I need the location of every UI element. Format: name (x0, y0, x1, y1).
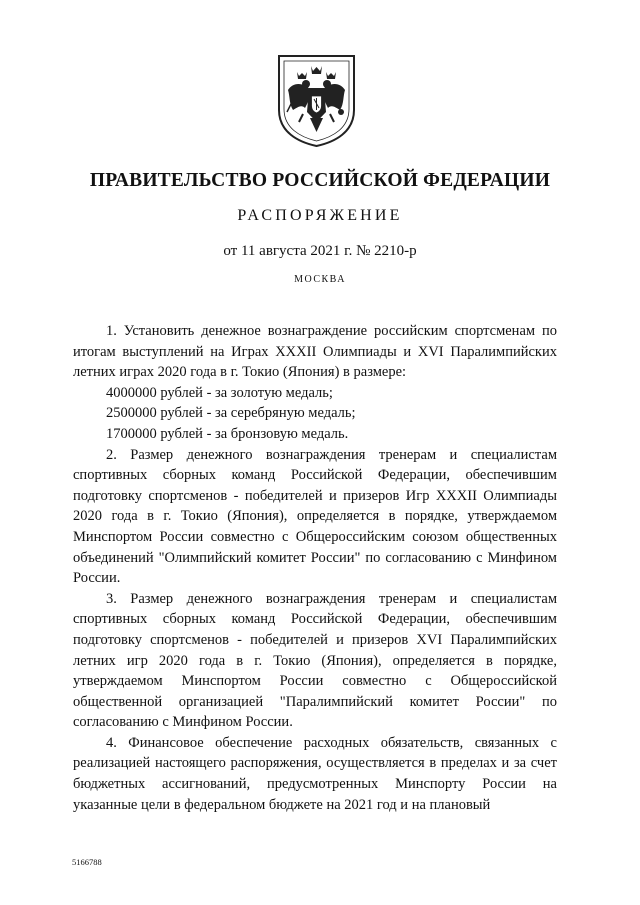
government-title: ПРАВИТЕЛЬСТВО РОССИЙСКОЙ ФЕДЕРАЦИИ (89, 170, 551, 191)
paragraph-2: 2. Размер денежного вознаграждения тренерам и специалистам спортивных сборных команд Российской Федерации, обеспечившим подготовку спортсменов - победителей и призеров Игр XXXII Олимпиады 2020 года в г. Токио (Япония), определяется в порядке, утверждаемом Минспортом России совместно с Общероссийским союзом общественных объединений "Олимпийский комитет России" по согласованию с Минфином России. (73, 446, 557, 587)
russian-coat-of-arms-icon (275, 52, 358, 148)
document-code: 5166788 (72, 857, 102, 867)
paragraph-4: 4. Финансовое обеспечение расходных обязательств, связанных с реализацией настоящего распоряжения, осуществляется в пределах и за счет бюджетных ассигнований, предусмотренных Минспорту России на указанные цели в федеральном бюджете на 2021 год и на плановый (73, 734, 557, 813)
document-date-number: от 11 августа 2021 г. № 2210-р (223, 243, 417, 259)
reward-silver: 2500000 рублей - за серебряную медаль; (106, 405, 356, 422)
reward-bronze: 1700000 рублей - за бронзовую медаль. (106, 425, 349, 442)
document-type: РАСПОРЯЖЕНИЕ (237, 207, 403, 224)
reward-gold: 4000000 рублей - за золотую медаль; (106, 384, 333, 401)
paragraph-1: 1. Установить денежное вознаграждение российским спортсменам по итогам выступлений на Играх XXXII Олимпиады и XVI Паралимпийских летних играх 2020 года в г. Токио (Япония) в размере: (73, 323, 557, 381)
paragraph-3: 3. Размер денежного вознаграждения тренерам и специалистам спортивных сборных команд Российской Федерации, обеспечившим подготовку спортсменов - победителей и призеров XVI Паралимпийских летних игр 2020 года в г. Токио (Япония), определяется в порядке, утверждаемом Минспортом России совместно с Общероссийской общественной организацией "Паралимпийский комитет России" по согласованию с Минфином России. (73, 590, 557, 731)
city-name: МОСКВА (294, 274, 346, 285)
document-body (73, 321, 557, 815)
